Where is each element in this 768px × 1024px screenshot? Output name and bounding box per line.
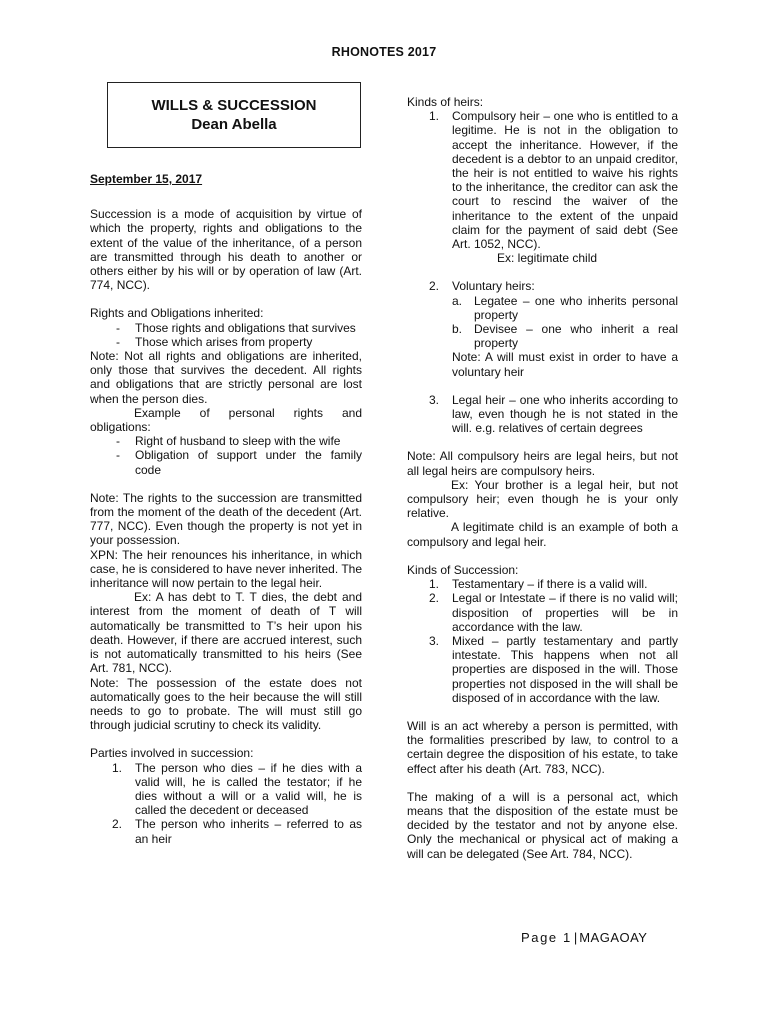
parties-list — [90, 761, 362, 846]
note-paragraph: Note: Not all rights and obligations are inherited, only those that survives the decedent. All rights and obligations that are strictly personal are lost when the person dies. — [90, 349, 362, 406]
list-item: 3. Mixed – partly testamentary and partly intestate. This happens when not all properties are disposed in the will. Those properties not disposed in the will shall be disposed of in accordance with the law. — [429, 633, 678, 705]
succession-kinds-list — [407, 577, 678, 705]
list-item: 2. Legal or Intestate – if there is no valid will; disposition of properties will be in accordance with the law. — [429, 591, 678, 634]
list-item: 2. The person who inherits – referred to as an heir — [112, 817, 362, 846]
rights-list — [90, 321, 362, 349]
heirs-list — [407, 109, 678, 265]
heirs-heading: Kinds of heirs: — [407, 95, 484, 109]
note-paragraph: Note: All compulsory heirs are legal heirs, but not all legal heirs are compulsory heirs. — [407, 449, 678, 478]
examples-list — [90, 434, 362, 477]
list-item: - Right of husband to sleep with the wife — [90, 434, 362, 448]
example-heading: Example of personal rights and obligations: — [90, 405, 362, 435]
title-box — [107, 82, 361, 148]
footer-separator: | — [573, 930, 578, 945]
list-item: - Those rights and obligations that survives — [90, 321, 362, 335]
list-item: 2. Voluntary heirs: a. Legatee – one who inherits personal property b. Devisee – one who inherit a real property Note: A will must exist in order to have a voluntary heir — [429, 279, 678, 379]
page-header: RHONOTES 2017 — [331, 45, 437, 59]
lecture-date: September 15, 2017 — [90, 172, 203, 186]
list-item: 1. The person who dies – if he dies with a valid will, he is called the testator; if he dies without a will or a valid will, he is called the decedent or deceased — [112, 760, 362, 818]
exception-paragraph: XPN: The heir renounces his inheritance, in which case, he is considered to have never inherited. The inheritance will now pertain to the legal heir. — [90, 547, 362, 591]
list-item: a. Legatee – one who inherits personal property — [452, 293, 678, 322]
list-item: - Those which arises from property — [90, 335, 362, 349]
example-paragraph: A legitimate child is an example of both a compulsory and legal heir. — [407, 520, 678, 549]
page-footer — [521, 930, 647, 945]
rights-heading: Rights and Obligations inherited: — [90, 306, 264, 321]
list-item: b. Devisee – one who inherit a real property — [452, 322, 678, 351]
parties-heading: Parties involved in succession: — [90, 746, 254, 761]
left-column — [90, 172, 362, 846]
list-item: 1. Testamentary – if there is a valid will. — [429, 577, 648, 592]
document-title: WILLS & SUCCESSION — [151, 97, 317, 114]
example-paragraph: Ex: A has debt to T. T dies, the debt and interest from the moment of death of T will automatically be transmitted to T’s heir upon his death. However, if there are accrued interest, such is not automatically transmitted to his heirs (See Art. 781, NCC). — [90, 590, 362, 676]
page-number: Page 1 — [521, 930, 572, 945]
list-item: - Obligation of support under the family code — [90, 448, 362, 476]
voluntary-heirs-list — [452, 294, 678, 351]
personal-act-paragraph: The making of a will is a personal act, which means that the disposition of the estate must be decided by the testator and not by anyone else. Only the mechanical or physical act of making a will can be delegated (See Art. 784, NCC). — [407, 789, 678, 861]
heirs-list-2 — [407, 279, 678, 378]
will-definition: Will is an act whereby a person is permitted, with the formalities prescribed by law, to control to a certain degree the disposition of his estate, to take effect after his death (Art. 783, NCC). — [407, 718, 678, 776]
example-line: Ex: legitimate child — [497, 251, 598, 266]
author-name: MAGAOAY — [579, 930, 648, 945]
succession-kinds-heading: Kinds of Succession: — [407, 562, 519, 577]
document-author: Dean Abella — [191, 116, 277, 133]
succession-definition: Succession is a mode of acquisition by virtue of which the property, rights and obligations to the extent of the value of the inheritance, of a person are transmitted through his death to another or others either by his will or by operation of law (Art. 774, NCC). — [90, 207, 362, 293]
heirs-list-3 — [407, 393, 678, 436]
note-paragraph: Note: The possession of the estate does not automatically goes to the heir because the will still needs to go to probate. The will must still go through judicial scrutiny to check its validity. — [90, 675, 362, 733]
note-paragraph: Note: The rights to the succession are transmitted from the moment of the death of the decedent (Art. 777, NCC). Even though the property is not yet in your possession. — [90, 490, 362, 548]
example-paragraph: Ex: Your brother is a legal heir, but not compulsory heir; even though he is your only relative. — [407, 477, 678, 521]
right-column — [407, 95, 678, 861]
note-line: Note: A will must exist in order to have a voluntary heir — [452, 350, 678, 379]
list-item: 1. Compulsory heir – one who is entitled to a legitime. He is not in the obligation to accept the inheritance. However, if the decedent is a debtor to an unpaid creditor, the heir is not entitled to waive his rights to the inheritance, the creditor can ask the court to rescind the waiver of the inheritance to the extent of the unpaid claim for the payment of said debt (See Art. 1052, NCC). Ex: legitimate child — [429, 109, 678, 266]
list-item: 3. Legal heir – one who inherits according to law, even though he is not stated in the will. e.g. relatives of certain degrees — [429, 392, 678, 436]
